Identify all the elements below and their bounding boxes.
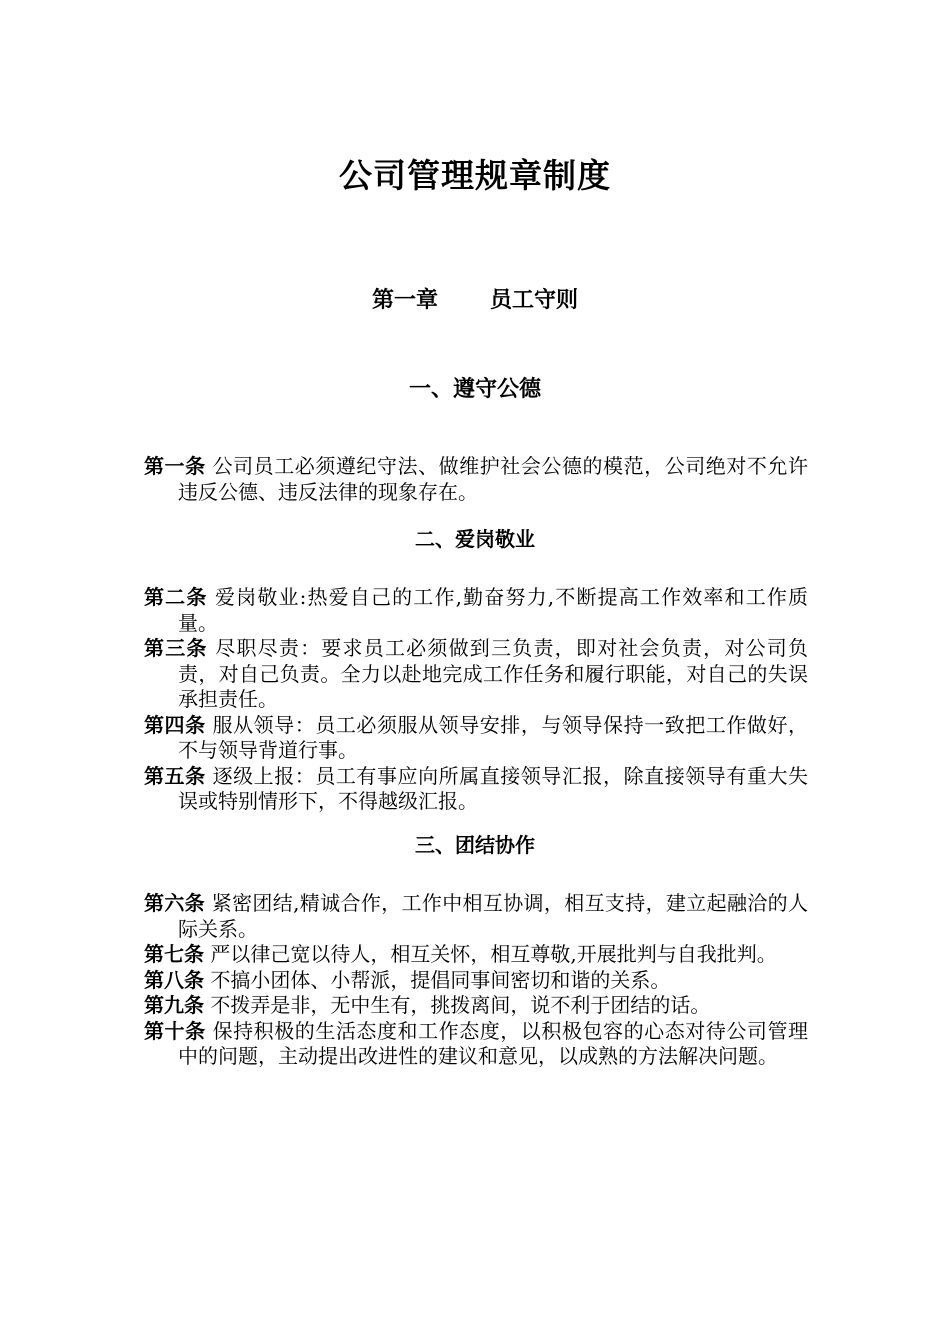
article-number: 第四条 (144, 712, 206, 737)
article-text: 保持积极的生活态度和工作态度，以积极包容的心态对待公司管理中的问题，主动提出改进性的建议和意见，以成熟的方法解决问题。 (178, 1018, 809, 1068)
chapter-heading (0, 284, 950, 318)
article-5 (144, 764, 808, 815)
article-text: 不搞小团体、小帮派，提倡同事间密切和谐的关系。 (210, 967, 671, 992)
section-heading-1: 一、遵守公德 (408, 377, 541, 402)
article-text: 逐级上报：员工有事应向所属直接领导汇报，除直接领导有重大失误或特别情形下，不得越级汇报。 (178, 763, 809, 813)
article-number: 第三条 (144, 636, 208, 660)
article-number: 第九条 (144, 993, 204, 1017)
chapter-number: 第一章 (371, 288, 438, 313)
section-heading-3: 三、团结协作 (415, 833, 535, 857)
article-8 (144, 968, 808, 994)
article-number: 第八条 (144, 967, 204, 992)
article-text: 紧密团结,精诚合作，工作中相互协调，相互支持，建立起融洽的人际关系。 (178, 891, 809, 941)
article-text: 严以律己宽以待人，相互关怀，相互尊敬,开展批判与自我批判。 (210, 942, 777, 966)
article-text: 不拨弄是非，无中生有，挑拨离间，说不利于团结的话。 (210, 993, 711, 1017)
section-2-articles (144, 585, 808, 815)
article-number: 第二条 (144, 585, 208, 609)
article-10 (144, 1019, 808, 1070)
article-2 (144, 585, 808, 636)
article-number: 第七条 (144, 942, 204, 966)
article-text: 尽职尽责：要求员工必须做到三负责，即对社会负责，对公司负责，对自己负责。全力以赴地完成工作任务和履行职能，对自己的失误承担责任。 (178, 636, 809, 711)
document-title: 公司管理规章制度 (339, 156, 611, 195)
section-3-articles (144, 891, 808, 1070)
article-4 (144, 713, 808, 764)
section-heading-2: 二、爱岗敬业 (415, 527, 535, 551)
article-3 (144, 636, 808, 713)
chapter-name: 员工守则 (490, 288, 579, 313)
article-number: 第六条 (144, 891, 206, 915)
article-6 (144, 891, 808, 942)
article-text: 公司员工必须遵纪守法、做维护社会公德的模范，公司绝对不允许违反公德、违反法律的现象存在。 (178, 454, 809, 504)
article-7 (144, 942, 808, 968)
section-1-articles (144, 454, 808, 505)
article-9 (144, 993, 808, 1019)
article-text: 爱岗敬业:热爱自己的工作,勤奋努力,不断提高工作效率和工作质量。 (178, 585, 809, 635)
article-text: 服从领导：员工必须服从领导安排，与领导保持一致把工作做好，不与领导背道行事。 (178, 712, 809, 762)
article-number: 第十条 (144, 1018, 206, 1043)
article-number: 第一条 (144, 454, 206, 478)
article-1 (144, 454, 808, 505)
article-number: 第五条 (144, 763, 206, 788)
